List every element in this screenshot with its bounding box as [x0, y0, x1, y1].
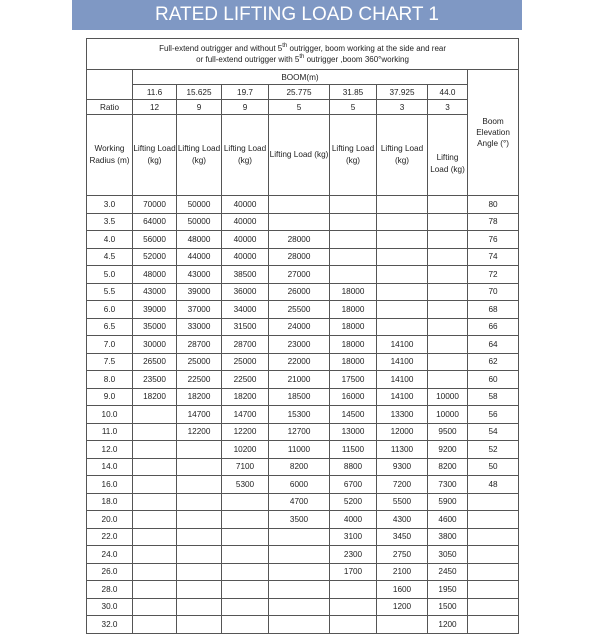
working-radius-cell: 7.0 — [87, 336, 133, 354]
lifting-load-cell: 43000 — [177, 266, 222, 284]
lifting-load-cell — [330, 581, 377, 599]
lifting-load-cell — [330, 598, 377, 616]
lifting-load-cell — [133, 493, 177, 511]
lifting-load-cell: 21000 — [269, 371, 330, 389]
lifting-load-cell — [133, 406, 177, 424]
lifting-load-cell: 18000 — [330, 353, 377, 371]
lifting-load-cell — [330, 266, 377, 284]
elevation-angle-cell: 78 — [468, 213, 519, 231]
elevation-angle-cell: 72 — [468, 266, 519, 284]
lifting-load-cell — [177, 476, 222, 494]
elevation-angle-cell: 80 — [468, 196, 519, 214]
lifting-load-cell — [330, 248, 377, 266]
lifting-load-cell: 16000 — [330, 388, 377, 406]
working-radius-cell: 16.0 — [87, 476, 133, 494]
elevation-angle-cell: 58 — [468, 388, 519, 406]
lifting-load-cell: 1500 — [428, 598, 468, 616]
lifting-load-cell — [222, 598, 269, 616]
lifting-load-cell: 35000 — [133, 318, 177, 336]
lifting-load-cell: 25500 — [269, 301, 330, 319]
table-row — [87, 196, 519, 214]
lifting-load-cell — [377, 283, 428, 301]
lifting-load-cell: 4000 — [330, 511, 377, 529]
lifting-load-cell — [133, 441, 177, 459]
lifting-load-cell: 28700 — [177, 336, 222, 354]
lifting-load-cell: 14100 — [377, 336, 428, 354]
working-radius-cell: 6.5 — [87, 318, 133, 336]
lifting-load-cell: 14100 — [377, 388, 428, 406]
lifting-load-cell: 3450 — [377, 528, 428, 546]
lifting-load-cell — [269, 563, 330, 581]
lifting-load-cell: 6700 — [330, 476, 377, 494]
elevation-angle-cell: 48 — [468, 476, 519, 494]
elevation-angle-cell: 60 — [468, 371, 519, 389]
elevation-angle-cell — [468, 563, 519, 581]
lifting-load-cell: 4300 — [377, 511, 428, 529]
lifting-load-cell — [428, 301, 468, 319]
boom-length-6: 44.0 — [428, 85, 468, 100]
corner-cell — [87, 70, 133, 100]
lifting-load-cell: 2450 — [428, 563, 468, 581]
lifting-load-cell: 28700 — [222, 336, 269, 354]
lifting-load-cell — [428, 353, 468, 371]
lifting-load-cell — [133, 511, 177, 529]
lifting-load-cell: 1950 — [428, 581, 468, 599]
lifting-load-cell: 5500 — [377, 493, 428, 511]
lifting-load-cell: 13000 — [330, 423, 377, 441]
lifting-load-cell — [133, 476, 177, 494]
lifting-load-cell — [428, 283, 468, 301]
lifting-load-cell: 18500 — [269, 388, 330, 406]
lifting-load-cell — [428, 336, 468, 354]
working-radius-cell: 30.0 — [87, 598, 133, 616]
lifting-load-cell — [330, 213, 377, 231]
lifting-load-cell: 13300 — [377, 406, 428, 424]
working-radius-cell: 9.0 — [87, 388, 133, 406]
working-radius-cell: 3.5 — [87, 213, 133, 231]
lifting-load-header-5: Lifting Load (kg) — [377, 115, 428, 196]
working-radius-cell: 26.0 — [87, 563, 133, 581]
lifting-load-cell: 52000 — [133, 248, 177, 266]
lifting-load-cell: 14100 — [377, 353, 428, 371]
lifting-load-cell — [428, 266, 468, 284]
lifting-load-cell: 8200 — [269, 458, 330, 476]
lifting-load-header-3: Lifting Load (kg) — [269, 115, 330, 196]
lifting-load-cell: 40000 — [222, 196, 269, 214]
table-row — [87, 598, 519, 616]
table-row — [87, 423, 519, 441]
working-radius-cell: 8.0 — [87, 371, 133, 389]
boom-length-4: 31.85 — [330, 85, 377, 100]
ratio-5: 3 — [377, 100, 428, 115]
lifting-load-cell: 48000 — [177, 231, 222, 249]
table-row — [87, 581, 519, 599]
lifting-load-cell: 11500 — [330, 441, 377, 459]
lifting-load-cell: 40000 — [222, 213, 269, 231]
elevation-angle-cell: 74 — [468, 248, 519, 266]
boom-header: BOOM(m) — [133, 70, 468, 85]
lifting-load-cell: 22500 — [222, 371, 269, 389]
elevation-angle-cell: 52 — [468, 441, 519, 459]
ratio-1: 9 — [177, 100, 222, 115]
working-radius-cell: 4.5 — [87, 248, 133, 266]
working-radius-cell: 5.5 — [87, 283, 133, 301]
working-radius-cell: 14.0 — [87, 458, 133, 476]
lifting-load-cell: 4700 — [269, 493, 330, 511]
elevation-angle-cell — [468, 511, 519, 529]
lifting-load-cell: 1200 — [428, 616, 468, 634]
lifting-load-cell: 4600 — [428, 511, 468, 529]
lifting-load-cell: 64000 — [133, 213, 177, 231]
elevation-angle-cell: 70 — [468, 283, 519, 301]
boom-elevation-angle-header: Boom Elevation Angle (°) — [468, 70, 519, 196]
lifting-load-cell — [269, 196, 330, 214]
elevation-angle-cell — [468, 598, 519, 616]
lifting-load-cell: 37000 — [177, 301, 222, 319]
working-radius-cell: 7.5 — [87, 353, 133, 371]
elevation-angle-cell: 76 — [468, 231, 519, 249]
lifting-load-cell: 50000 — [177, 196, 222, 214]
table-row — [87, 388, 519, 406]
lifting-load-cell: 40000 — [222, 248, 269, 266]
elevation-angle-cell: 64 — [468, 336, 519, 354]
working-radius-cell: 28.0 — [87, 581, 133, 599]
lifting-load-cell — [377, 213, 428, 231]
lifting-load-cell: 2300 — [330, 546, 377, 564]
lifting-load-cell: 17500 — [330, 371, 377, 389]
lifting-load-cell — [222, 546, 269, 564]
lifting-load-cell: 26500 — [133, 353, 177, 371]
table-row — [87, 336, 519, 354]
lifting-load-cell: 8200 — [428, 458, 468, 476]
lifting-load-cell: 22000 — [269, 353, 330, 371]
lifting-load-cell: 6000 — [269, 476, 330, 494]
lifting-load-cell — [377, 301, 428, 319]
lifting-load-cell: 14100 — [377, 371, 428, 389]
table-row — [87, 528, 519, 546]
lifting-load-cell — [177, 616, 222, 634]
table-row — [87, 266, 519, 284]
working-radius-header: Working Radius (m) — [87, 115, 133, 196]
lifting-load-cell — [133, 528, 177, 546]
boom-length-5: 37.925 — [377, 85, 428, 100]
ratio-0: 12 — [133, 100, 177, 115]
lifting-load-cell: 48000 — [133, 266, 177, 284]
elevation-angle-cell — [468, 528, 519, 546]
lifting-load-cell: 44000 — [177, 248, 222, 266]
lifting-load-cell: 1200 — [377, 598, 428, 616]
lifting-load-cell — [269, 546, 330, 564]
elevation-angle-cell: 68 — [468, 301, 519, 319]
lifting-load-cell: 28000 — [269, 231, 330, 249]
lifting-load-cell: 18000 — [330, 283, 377, 301]
working-radius-cell: 3.0 — [87, 196, 133, 214]
ratio-label: Ratio — [87, 100, 133, 115]
lifting-load-cell — [133, 546, 177, 564]
lifting-load-cell — [269, 581, 330, 599]
working-radius-cell: 5.0 — [87, 266, 133, 284]
ratio-2: 9 — [222, 100, 269, 115]
chart-title-banner — [72, 0, 522, 30]
lifting-load-cell — [377, 266, 428, 284]
lifting-load-cell — [177, 441, 222, 459]
lifting-load-cell: 12000 — [377, 423, 428, 441]
lifting-load-cell — [177, 458, 222, 476]
lifting-load-header-6: Lifting Load (kg) — [428, 115, 468, 196]
table-row — [87, 301, 519, 319]
table-row — [87, 511, 519, 529]
table-row — [87, 283, 519, 301]
working-radius-cell: 24.0 — [87, 546, 133, 564]
lifting-load-cell — [377, 196, 428, 214]
elevation-angle-cell — [468, 581, 519, 599]
lifting-load-cell: 9500 — [428, 423, 468, 441]
lifting-load-cell: 26000 — [269, 283, 330, 301]
lifting-load-cell: 40000 — [222, 231, 269, 249]
lifting-load-cell — [177, 563, 222, 581]
lifting-load-cell: 8800 — [330, 458, 377, 476]
lifting-load-cell: 56000 — [133, 231, 177, 249]
lifting-load-cell — [177, 528, 222, 546]
lifting-load-cell: 27000 — [269, 266, 330, 284]
lifting-load-cell: 11000 — [269, 441, 330, 459]
boom-length-1: 15.625 — [177, 85, 222, 100]
lifting-load-cell — [377, 616, 428, 634]
lifting-load-cell: 15300 — [269, 406, 330, 424]
lifting-load-cell: 18000 — [330, 301, 377, 319]
lifting-load-cell: 2100 — [377, 563, 428, 581]
table-row — [87, 248, 519, 266]
lifting-load-header-1: Lifting Load (kg) — [177, 115, 222, 196]
table-row — [87, 458, 519, 476]
lifting-load-cell — [177, 493, 222, 511]
working-radius-cell: 18.0 — [87, 493, 133, 511]
table-row — [87, 318, 519, 336]
lifting-load-cell: 5200 — [330, 493, 377, 511]
lifting-load-cell — [428, 248, 468, 266]
lifting-load-cell — [377, 248, 428, 266]
lifting-load-cell — [428, 213, 468, 231]
lifting-load-cell — [377, 231, 428, 249]
lifting-load-cell: 39000 — [133, 301, 177, 319]
lifting-load-cell: 10000 — [428, 388, 468, 406]
lifting-load-cell — [177, 581, 222, 599]
lifting-load-cell: 31500 — [222, 318, 269, 336]
lifting-load-cell: 14700 — [222, 406, 269, 424]
boom-length-0: 11.6 — [133, 85, 177, 100]
ratio-3: 5 — [269, 100, 330, 115]
lifting-load-cell — [133, 616, 177, 634]
lifting-load-cell — [133, 458, 177, 476]
lifting-load-cell: 18200 — [222, 388, 269, 406]
lifting-load-cell: 3800 — [428, 528, 468, 546]
table-note-row — [87, 39, 519, 70]
lifting-load-cell — [222, 528, 269, 546]
working-radius-cell: 10.0 — [87, 406, 133, 424]
lifting-load-cell: 3100 — [330, 528, 377, 546]
lifting-load-cell: 9300 — [377, 458, 428, 476]
elevation-angle-cell — [468, 493, 519, 511]
table-row — [87, 231, 519, 249]
lifting-load-cell — [133, 423, 177, 441]
lifting-load-header-0: Lifting Load (kg) — [133, 115, 177, 196]
boom-length-row — [87, 85, 519, 100]
lifting-load-cell — [330, 616, 377, 634]
chart-title: RATED LIFTING LOAD CHART 1 — [155, 4, 439, 25]
lifting-load-cell — [222, 616, 269, 634]
table-row — [87, 546, 519, 564]
lifting-load-cell: 12700 — [269, 423, 330, 441]
lifting-load-cell — [222, 493, 269, 511]
lifting-load-header-2: Lifting Load (kg) — [222, 115, 269, 196]
working-radius-cell: 11.0 — [87, 423, 133, 441]
working-radius-cell: 20.0 — [87, 511, 133, 529]
lifting-load-cell — [330, 231, 377, 249]
lifting-load-cell — [428, 318, 468, 336]
lifting-load-cell: 18200 — [177, 388, 222, 406]
elevation-angle-cell — [468, 616, 519, 634]
table-row — [87, 371, 519, 389]
ratio-row — [87, 100, 519, 115]
working-radius-cell: 12.0 — [87, 441, 133, 459]
table-row — [87, 406, 519, 424]
lifting-load-cell — [222, 581, 269, 599]
working-condition-note: Full-extend outrigger and without 5th outrigger, boom working at the side and rear or full-extend outrigger with 5th outrigger ,boom 360°working — [87, 39, 519, 70]
lifting-load-cell: 24000 — [269, 318, 330, 336]
elevation-angle-cell: 62 — [468, 353, 519, 371]
lifting-load-cell: 28000 — [269, 248, 330, 266]
lifting-load-cell: 7300 — [428, 476, 468, 494]
lifting-load-cell — [428, 231, 468, 249]
lifting-load-cell: 7200 — [377, 476, 428, 494]
boom-length-3: 25.775 — [269, 85, 330, 100]
lifting-load-cell — [222, 563, 269, 581]
table-row — [87, 353, 519, 371]
lifting-load-cell: 25000 — [222, 353, 269, 371]
lifting-load-cell: 23000 — [269, 336, 330, 354]
lifting-load-cell — [133, 581, 177, 599]
working-radius-cell: 22.0 — [87, 528, 133, 546]
lifting-load-cell: 22500 — [177, 371, 222, 389]
elevation-angle-cell: 54 — [468, 423, 519, 441]
lifting-load-cell: 12200 — [222, 423, 269, 441]
elevation-angle-cell: 66 — [468, 318, 519, 336]
lifting-load-cell — [428, 371, 468, 389]
elevation-angle-cell: 50 — [468, 458, 519, 476]
lifting-load-cell: 14700 — [177, 406, 222, 424]
lifting-load-cell — [133, 598, 177, 616]
lifting-load-table — [86, 38, 519, 634]
elevation-angle-cell — [468, 546, 519, 564]
lifting-load-cell: 7100 — [222, 458, 269, 476]
lifting-load-cell: 18000 — [330, 318, 377, 336]
working-radius-cell: 6.0 — [87, 301, 133, 319]
lifting-load-cell: 2750 — [377, 546, 428, 564]
table-row — [87, 563, 519, 581]
lifting-load-cell: 25000 — [177, 353, 222, 371]
lifting-load-cell — [222, 511, 269, 529]
lifting-load-cell: 38500 — [222, 266, 269, 284]
lifting-load-cell: 34000 — [222, 301, 269, 319]
boom-length-2: 19.7 — [222, 85, 269, 100]
lifting-load-cell: 12200 — [177, 423, 222, 441]
lifting-load-cell: 1700 — [330, 563, 377, 581]
lifting-load-cell: 23500 — [133, 371, 177, 389]
lifting-load-cell — [269, 616, 330, 634]
lifting-load-cell: 33000 — [177, 318, 222, 336]
lifting-load-cell: 18200 — [133, 388, 177, 406]
lifting-load-cell: 30000 — [133, 336, 177, 354]
lifting-load-cell — [269, 213, 330, 231]
lifting-load-cell: 50000 — [177, 213, 222, 231]
lifting-load-cell: 36000 — [222, 283, 269, 301]
lifting-load-cell: 70000 — [133, 196, 177, 214]
lifting-load-cell — [330, 196, 377, 214]
lifting-load-cell: 39000 — [177, 283, 222, 301]
lifting-load-cell: 43000 — [133, 283, 177, 301]
lifting-load-cell: 1600 — [377, 581, 428, 599]
lifting-load-cell: 5900 — [428, 493, 468, 511]
lifting-load-cell — [269, 528, 330, 546]
lifting-load-cell: 10000 — [428, 406, 468, 424]
lifting-load-cell: 5300 — [222, 476, 269, 494]
lifting-load-cell — [177, 598, 222, 616]
lifting-load-cell: 3500 — [269, 511, 330, 529]
working-radius-cell: 4.0 — [87, 231, 133, 249]
lifting-load-cell: 11300 — [377, 441, 428, 459]
lifting-load-cell: 18000 — [330, 336, 377, 354]
lifting-load-cell — [177, 511, 222, 529]
elevation-angle-cell: 56 — [468, 406, 519, 424]
ratio-6: 3 — [428, 100, 468, 115]
lifting-load-cell: 10200 — [222, 441, 269, 459]
lifting-load-cell: 9200 — [428, 441, 468, 459]
boom-header-row — [87, 70, 519, 85]
lifting-load-header-4: Lifting Load (kg) — [330, 115, 377, 196]
lifting-load-cell — [177, 546, 222, 564]
lifting-load-cell: 14500 — [330, 406, 377, 424]
table-row — [87, 493, 519, 511]
ratio-4: 5 — [330, 100, 377, 115]
unit-header-row — [87, 115, 519, 196]
table-row — [87, 476, 519, 494]
table-row — [87, 441, 519, 459]
working-radius-cell: 32.0 — [87, 616, 133, 634]
lifting-load-cell — [133, 563, 177, 581]
table-row — [87, 616, 519, 634]
lifting-load-cell — [377, 318, 428, 336]
lifting-load-cell: 3050 — [428, 546, 468, 564]
lifting-load-cell — [269, 598, 330, 616]
lifting-load-cell — [428, 196, 468, 214]
table-row — [87, 213, 519, 231]
